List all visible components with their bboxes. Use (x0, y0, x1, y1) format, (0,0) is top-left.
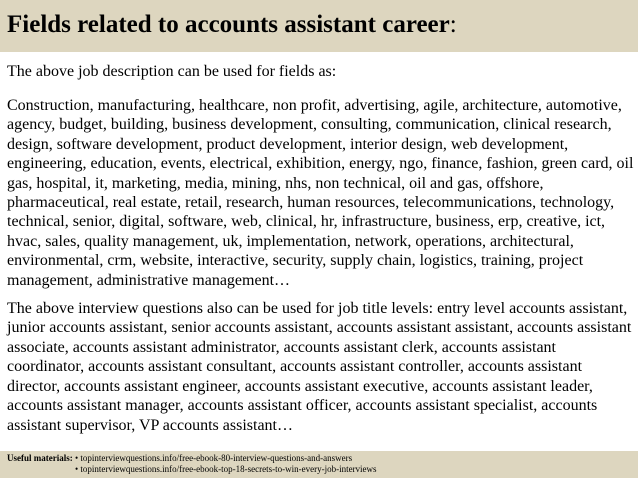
slide-title-colon: : (449, 11, 457, 38)
useful-materials (7, 453, 377, 475)
slide-content (7, 62, 635, 435)
material-link[interactable]: • topinterviewquestions.info/free-ebook-top-18-secrets-to-win-every-job-interviews (75, 464, 377, 474)
slide-title-text: Fields related to accounts assistant career (7, 11, 450, 38)
job-levels-paragraph: The above interview questions also can be used for job title levels: entry level accounts assistant, junior accounts assistant, senior accounts assistant, accounts assistant assistant, accounts assistant associate, accounts assistant administrator, accounts assistant clerk, accounts assistant coordinator, accounts assistant consultant, accounts assistant controller, accounts assistant director, accounts assistant engineer, accounts assistant executive, accounts assistant leader, accounts assistant manager, accounts assistant officer, accounts assistant specialist, accounts assistant supervisor, VP accounts assistant… (7, 300, 632, 434)
material-link[interactable]: • topinterviewquestions.info/free-ebook-80-interview-questions-and-answers (75, 453, 353, 463)
intro-text: The above job description can be used for fields as: (7, 63, 337, 80)
fields-paragraph: Construction, manufacturing, healthcare, non profit, advertising, agile, architecture, automotive, agency, budget, building, business development, consulting, communication, clinical research, design, software development, product development, interior design, web development, engineering, education, events, electrical, exhibition, energy, ngo, finance, fashion, green card, oil gas, hospital, it, marketing, media, mining, nhs, non technical, oil and gas, offshore, pharmaceutical, real estate, retail, research, human resources, telecommunications, technology, technical, senior, digital, software, web, clinical, hr, infrastructure, business, erp, creative, ict, hvac, sales, quality management, uk, implementation, network, operations, architectural, environmental, crm, website, interactive, security, supply chain, logistics, training, project management, administrative management… (7, 97, 634, 289)
useful-materials-label (7, 453, 75, 464)
slide-title (7, 10, 457, 40)
useful-materials-label-colon: : (69, 453, 73, 463)
footer-row-2 (7, 464, 377, 475)
footer-row-1 (7, 453, 377, 464)
useful-materials-label-text: Useful materials (7, 453, 70, 463)
